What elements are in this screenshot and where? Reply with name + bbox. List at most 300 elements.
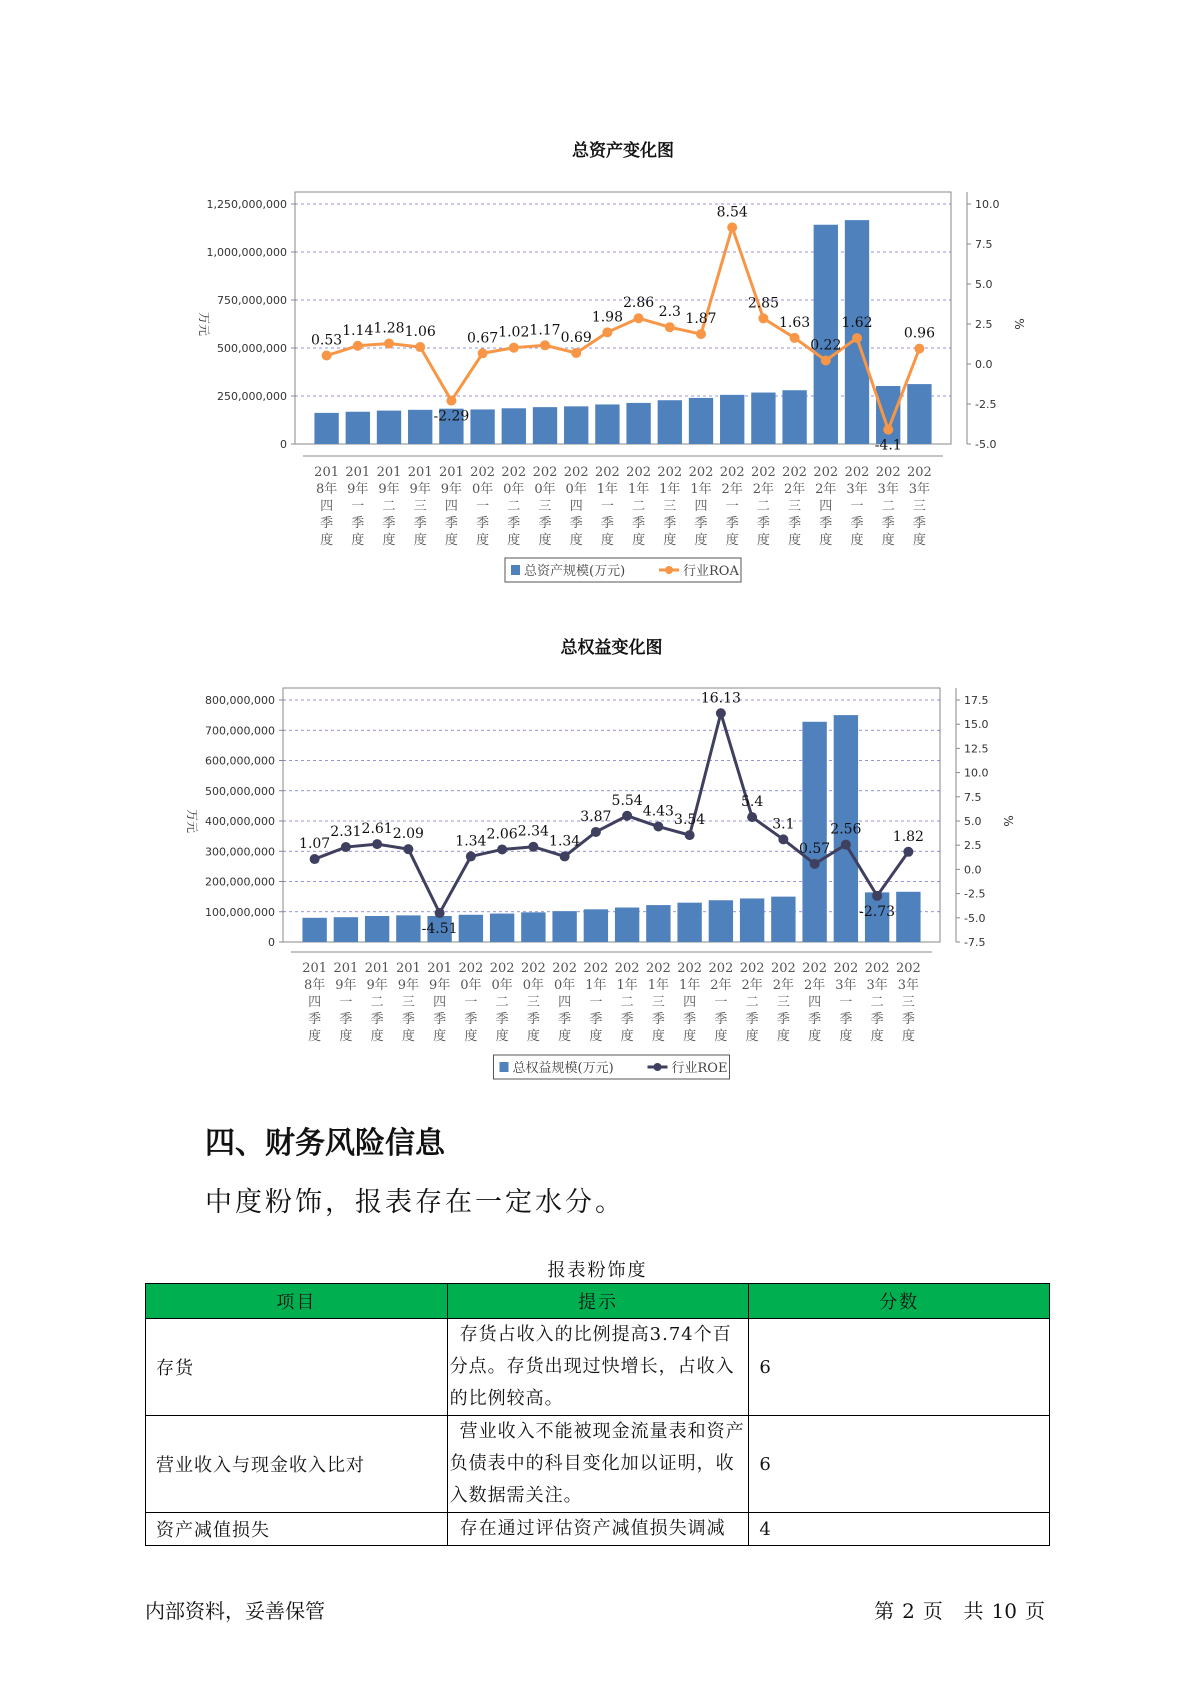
bar — [751, 393, 775, 444]
right-axis-title: % — [1001, 815, 1015, 827]
line-point — [914, 344, 924, 354]
line-point — [622, 811, 632, 821]
right-tick-label: -5.0 — [964, 911, 986, 925]
category-label: 3年 — [908, 482, 931, 497]
data-label: 2.3 — [658, 304, 681, 321]
line-point — [903, 847, 913, 857]
line-point — [509, 343, 519, 353]
category-label: 三 — [788, 499, 802, 514]
table-row — [146, 1513, 1050, 1546]
left-tick-label: 400,000,000 — [205, 815, 275, 828]
left-tick-label: 700,000,000 — [205, 724, 275, 738]
category-label: 二 — [507, 499, 521, 514]
category-label: 二 — [495, 995, 509, 1010]
category-label: 201 — [364, 961, 390, 976]
category-label: 季 — [839, 1012, 853, 1027]
category-label: 二 — [382, 499, 396, 514]
category-label: 度 — [401, 1029, 415, 1044]
category-label: 1年 — [616, 978, 638, 993]
bar — [709, 900, 733, 942]
data-label: 1.14 — [342, 322, 374, 339]
line-point — [384, 339, 394, 349]
category-label: 201 — [376, 465, 402, 480]
category-label: 度 — [600, 533, 614, 548]
category-label: 季 — [589, 1012, 603, 1027]
category-label: 四 — [683, 995, 697, 1010]
category-label: 202 — [520, 961, 546, 976]
left-tick-label: 300,000,000 — [205, 845, 275, 859]
table-row — [146, 1416, 1050, 1513]
category-label: 0年 — [471, 482, 494, 497]
bar — [552, 911, 576, 942]
category-label: 202 — [594, 465, 620, 480]
category-label: 季 — [382, 516, 396, 531]
category-label: 三 — [901, 995, 915, 1010]
category-label: 度 — [651, 1029, 665, 1044]
category-label: 202 — [782, 465, 808, 480]
left-tick-label: 100,000,000 — [205, 905, 275, 919]
category-label: 201 — [333, 961, 359, 976]
data-label: 2.85 — [747, 295, 779, 312]
chart-svg — [0, 130, 1191, 590]
category-label: 季 — [850, 516, 864, 531]
category-label: 9年 — [335, 978, 357, 993]
header-item: 项目 — [146, 1284, 448, 1319]
category-label: 1年 — [690, 482, 712, 497]
category-label: 三 — [651, 995, 665, 1010]
category-label: 四 — [308, 995, 322, 1010]
chart-svg — [0, 630, 1191, 1090]
data-label: 5.4 — [740, 794, 764, 811]
category-label: 度 — [745, 1029, 759, 1044]
category-label: 2年 — [803, 978, 826, 993]
data-label: 1.07 — [299, 836, 331, 853]
line-point — [716, 708, 726, 718]
data-label: -4.1 — [874, 437, 902, 454]
category-label: 二 — [745, 995, 759, 1010]
right-tick-label: 10.0 — [964, 766, 989, 780]
right-tick-label: 7.5 — [964, 790, 982, 804]
category-label: 3年 — [897, 978, 920, 993]
legend-bar-label: 总资产规模(万元) — [524, 564, 626, 579]
category-label: 一 — [351, 499, 365, 514]
category-label: 季 — [538, 516, 552, 531]
category-label: 四 — [808, 995, 822, 1010]
risk-summary: 中度粉饰，报表存在一定水分。 — [205, 1187, 625, 1218]
data-label: 2.31 — [330, 824, 362, 841]
legend-line-label: 行业ROA — [683, 564, 739, 579]
category-label: 9年 — [366, 978, 388, 993]
bar — [584, 909, 608, 942]
line-point — [634, 313, 644, 323]
category-label: 度 — [663, 533, 677, 548]
bar — [907, 384, 931, 444]
category-label: 季 — [526, 1012, 540, 1027]
category-label: 202 — [708, 961, 734, 976]
data-label: 2.86 — [623, 295, 655, 312]
category-label: 季 — [620, 1012, 634, 1027]
data-label: 1.17 — [529, 322, 561, 339]
category-label: 季 — [558, 1012, 572, 1027]
right-tick-label: 0.0 — [964, 863, 982, 877]
category-label: 度 — [476, 533, 490, 548]
left-tick-label: 800,000,000 — [205, 694, 275, 707]
category-label: 2年 — [815, 482, 837, 497]
data-label: 1.62 — [841, 315, 873, 332]
bar — [377, 411, 401, 444]
category-label: 度 — [912, 533, 926, 548]
right-tick-label: -7.5 — [964, 936, 986, 949]
category-label: 度 — [370, 1029, 384, 1044]
category-label: 度 — [495, 1029, 509, 1044]
category-label: 0年 — [534, 482, 556, 497]
category-label: 202 — [458, 961, 484, 976]
data-label: 0.22 — [810, 337, 842, 354]
category-label: 度 — [850, 533, 864, 548]
right-tick-label: 10.0 — [975, 198, 1000, 211]
line-point — [310, 854, 320, 864]
category-label: 1年 — [585, 978, 607, 993]
data-label: 16.13 — [700, 690, 741, 707]
line-point — [653, 822, 663, 832]
category-label: 季 — [600, 516, 614, 531]
category-label: 季 — [725, 516, 739, 531]
data-label: 1.82 — [892, 828, 924, 845]
category-label: 8年 — [303, 978, 326, 993]
category-label: 201 — [345, 465, 371, 480]
category-label: 度 — [632, 533, 646, 548]
data-label: 4.43 — [642, 803, 674, 820]
category-label: 度 — [819, 533, 833, 548]
bar — [615, 908, 639, 942]
category-label: 一 — [714, 995, 728, 1010]
left-tick-label: 1,000,000,000 — [206, 246, 287, 259]
bar — [459, 915, 483, 942]
category-label: 3年 — [866, 978, 888, 993]
data-label: 0.53 — [311, 332, 343, 349]
category-label: 一 — [589, 995, 603, 1010]
right-tick-label: 5.0 — [964, 815, 982, 828]
category-label: 季 — [683, 1012, 697, 1027]
bar — [771, 897, 795, 942]
category-label: 202 — [583, 961, 609, 976]
data-label: -4.51 — [421, 921, 458, 938]
category-label: 季 — [881, 516, 895, 531]
category-label: 度 — [464, 1029, 478, 1044]
data-label: 1.28 — [373, 320, 405, 337]
category-label: 度 — [776, 1029, 790, 1044]
category-label: 度 — [558, 1029, 572, 1044]
category-label: 2年 — [783, 482, 806, 497]
category-label: 季 — [495, 1012, 509, 1027]
bar — [408, 410, 432, 444]
data-label: 2.61 — [361, 821, 393, 838]
bar — [814, 225, 838, 444]
category-label: 202 — [864, 961, 890, 976]
right-axis-title: % — [1012, 318, 1026, 330]
line-point — [821, 355, 831, 365]
bar — [720, 395, 744, 444]
legend-bar-swatch — [511, 565, 520, 575]
bar — [302, 918, 326, 942]
header-score: 分数 — [749, 1284, 1050, 1319]
category-label: 202 — [906, 465, 932, 480]
line-point — [435, 908, 445, 918]
category-label: 一 — [839, 995, 853, 1010]
data-label: 2.34 — [517, 823, 549, 840]
line-point — [665, 322, 675, 332]
category-label: 一 — [600, 499, 614, 514]
data-label: 1.98 — [591, 309, 623, 326]
left-tick-label: 500,000,000 — [205, 784, 275, 798]
data-label: 1.06 — [404, 324, 436, 341]
category-label: 度 — [320, 533, 334, 548]
line-point — [353, 341, 363, 351]
bar — [782, 390, 806, 444]
window-dressing-table — [145, 1283, 1050, 1546]
data-label: 1.63 — [779, 314, 811, 331]
right-tick-label: 2.5 — [964, 839, 982, 853]
category-label: 202 — [657, 465, 683, 480]
category-label: 202 — [895, 961, 921, 976]
category-label: 二 — [870, 995, 884, 1010]
category-label: 202 — [614, 961, 640, 976]
category-label: 季 — [308, 1012, 322, 1027]
line-point — [415, 342, 425, 352]
right-tick-label: 0.0 — [975, 358, 993, 371]
line-point — [778, 834, 788, 844]
category-label: 季 — [901, 1012, 915, 1027]
category-label: 0年 — [503, 482, 525, 497]
row-hint: 存在通过评估资产减值损失调减 — [447, 1513, 749, 1546]
category-label: 季 — [433, 1012, 447, 1027]
legend-bar-swatch — [500, 1062, 509, 1072]
bar — [346, 412, 370, 444]
category-label: 3年 — [835, 978, 857, 993]
line-point — [810, 859, 820, 869]
data-label: 0.67 — [467, 330, 499, 347]
right-tick-label: 5.0 — [975, 278, 993, 291]
page-total-suffix: 页 — [1025, 1599, 1045, 1623]
category-label: 0年 — [565, 482, 587, 497]
bar — [740, 898, 764, 942]
category-label: 季 — [401, 1012, 415, 1027]
category-label: 0年 — [553, 978, 576, 993]
category-label: 202 — [626, 465, 652, 480]
category-label: 季 — [651, 1012, 665, 1027]
category-label: 季 — [339, 1012, 353, 1027]
data-label: 0.96 — [903, 325, 935, 342]
category-label: 度 — [433, 1029, 447, 1044]
left-tick-label: 750,000,000 — [217, 294, 287, 307]
line-point — [747, 812, 757, 822]
bar — [845, 220, 869, 444]
line-point — [466, 851, 476, 861]
right-tick-label: 15.0 — [964, 718, 989, 732]
category-label: 度 — [413, 533, 427, 548]
line-point — [696, 329, 706, 339]
category-label: 1年 — [678, 978, 701, 993]
category-label: 9年 — [347, 482, 369, 497]
category-label: 2年 — [752, 482, 775, 497]
bar — [876, 386, 900, 444]
category-label: 三 — [526, 995, 540, 1010]
left-tick-label: 600,000,000 — [205, 754, 275, 768]
category-label: 一 — [464, 995, 478, 1010]
category-label: 季 — [507, 516, 521, 531]
bar — [314, 413, 338, 444]
bar — [646, 905, 670, 942]
bar — [490, 914, 514, 942]
line-point — [758, 313, 768, 323]
category-label: 三 — [413, 499, 427, 514]
line-point — [602, 327, 612, 337]
data-label: 5.54 — [611, 792, 643, 809]
category-label: 202 — [552, 961, 578, 976]
line-point — [478, 348, 488, 358]
total-assets-chart — [0, 130, 1191, 590]
category-label: 度 — [683, 1029, 697, 1044]
category-label: 9年 — [440, 482, 463, 497]
category-label: 四 — [819, 499, 833, 514]
category-label: 季 — [370, 1012, 384, 1027]
row-hint: 存货占收入的比例提高3.74个百分点。存货出现过快增长，占收入的比例较高。 — [447, 1319, 749, 1416]
category-label: 201 — [427, 961, 453, 976]
data-label: 0.57 — [799, 840, 831, 857]
data-label: 1.02 — [498, 324, 530, 341]
line-point — [403, 844, 413, 854]
category-label: 二 — [620, 995, 634, 1010]
bar — [689, 398, 713, 444]
category-label: 201 — [395, 961, 421, 976]
data-label: 2.56 — [830, 821, 862, 838]
line-point — [497, 844, 507, 854]
bar — [533, 407, 557, 444]
category-label: 9年 — [428, 978, 451, 993]
category-label: 一 — [725, 499, 739, 514]
category-label: 季 — [569, 516, 583, 531]
category-label: 0年 — [522, 978, 545, 993]
bar — [896, 892, 920, 942]
category-label: 度 — [339, 1029, 353, 1044]
category-label: 0年 — [460, 978, 482, 993]
category-label: 四 — [569, 499, 583, 514]
category-label: 度 — [538, 533, 552, 548]
category-label: 2年 — [772, 978, 795, 993]
row-item: 资产减值损失 — [146, 1513, 448, 1546]
row-hint: 营业收入不能被现金流量表和资产负债表中的科目变化加以证明，收入数据需关注。 — [447, 1416, 749, 1513]
category-label: 202 — [532, 465, 558, 480]
category-label: 一 — [476, 499, 490, 514]
row-item: 存货 — [146, 1319, 448, 1416]
footer-page-number — [870, 1595, 1049, 1624]
category-label: 202 — [563, 465, 589, 480]
category-label: 季 — [632, 516, 646, 531]
category-label: 2年 — [710, 978, 732, 993]
data-label: -2.29 — [433, 408, 470, 425]
row-score: 4 — [749, 1513, 1050, 1546]
category-label: 度 — [756, 533, 770, 548]
left-axis-title: 万元 — [185, 808, 199, 834]
table-row — [146, 1319, 1050, 1416]
category-label: 9年 — [409, 482, 431, 497]
data-label: 2.06 — [486, 826, 518, 843]
category-label: 度 — [788, 533, 802, 548]
category-label: 季 — [476, 516, 490, 531]
category-label: 度 — [839, 1029, 853, 1044]
right-tick-label: 17.5 — [964, 694, 989, 707]
category-label: 度 — [901, 1029, 915, 1044]
category-label: 季 — [663, 516, 677, 531]
data-label: -2.73 — [859, 903, 896, 920]
category-label: 202 — [501, 465, 527, 480]
data-label: 3.87 — [580, 808, 612, 825]
category-label: 202 — [688, 465, 714, 480]
row-item: 营业收入与现金收入比对 — [146, 1416, 448, 1513]
header-hint: 提示 — [447, 1284, 749, 1319]
category-label: 202 — [770, 961, 796, 976]
line-point — [560, 851, 570, 861]
category-label: 8年 — [315, 482, 338, 497]
category-label: 202 — [875, 465, 901, 480]
category-label: 季 — [694, 516, 708, 531]
category-label: 四 — [320, 499, 334, 514]
bar — [595, 404, 619, 444]
category-label: 0年 — [491, 978, 513, 993]
category-label: 季 — [745, 1012, 759, 1027]
line-point — [528, 842, 538, 852]
category-label: 季 — [714, 1012, 728, 1027]
category-label: 度 — [725, 533, 739, 548]
category-label: 度 — [569, 533, 583, 548]
category-label: 202 — [470, 465, 496, 480]
category-label: 度 — [808, 1029, 822, 1044]
bar — [470, 409, 494, 444]
page-current: 2 — [902, 1599, 915, 1623]
page-mid: 页 — [922, 1599, 943, 1623]
bar — [396, 915, 420, 942]
category-label: 9年 — [378, 482, 400, 497]
category-label: 2年 — [741, 978, 763, 993]
data-label: 8.54 — [716, 204, 748, 221]
bar — [334, 917, 358, 942]
left-tick-label: 0 — [268, 936, 275, 949]
category-label: 三 — [663, 499, 677, 514]
data-label: 0.69 — [560, 329, 592, 346]
row-score: 6 — [749, 1319, 1050, 1416]
category-label: 二 — [370, 995, 384, 1010]
line-point — [727, 222, 737, 232]
bar — [564, 406, 588, 444]
bar — [658, 400, 682, 444]
category-label: 一 — [339, 995, 353, 1010]
legend-line-label: 行业ROE — [671, 1061, 728, 1076]
bar — [502, 408, 526, 444]
line-point — [872, 891, 882, 901]
data-label: 3.1 — [772, 816, 795, 833]
category-label: 三 — [776, 995, 790, 1010]
legend-line-marker — [654, 1063, 662, 1071]
category-label: 202 — [802, 961, 828, 976]
bar — [677, 903, 701, 942]
category-label: 度 — [308, 1029, 322, 1044]
section-heading: 四、财务风险信息 — [205, 1126, 445, 1161]
category-label: 度 — [507, 533, 521, 548]
category-label: 2年 — [721, 482, 743, 497]
data-label: 3.54 — [674, 812, 706, 829]
data-label: 1.34 — [549, 833, 581, 850]
data-label: 1.87 — [685, 311, 717, 328]
